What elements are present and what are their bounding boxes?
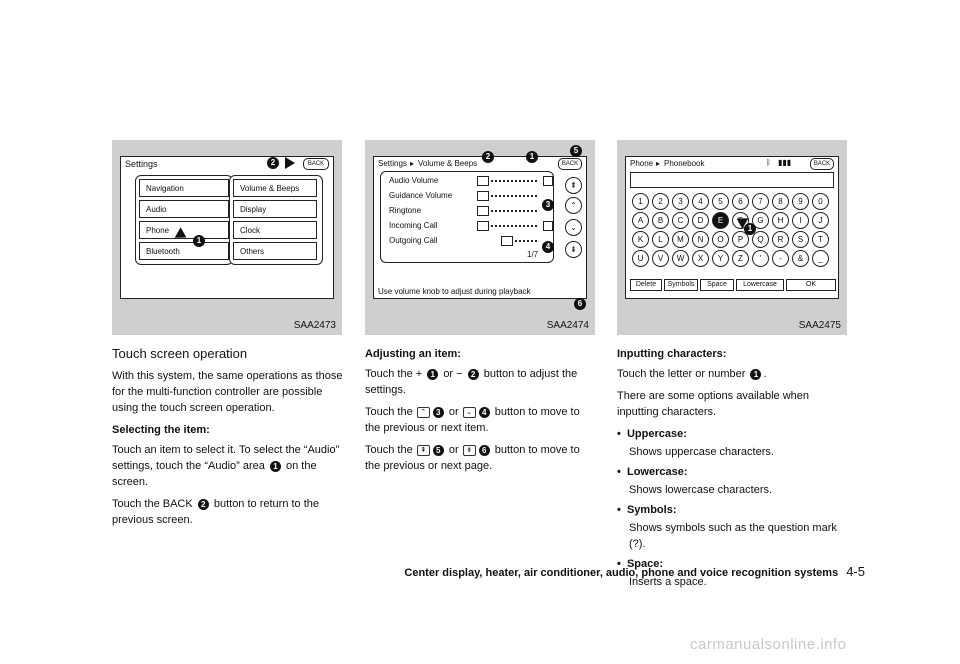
down-arrow-icon: ⌄ [463,407,476,418]
key[interactable]: I [792,212,809,229]
paragraph-select: Touch an item to select it. To select the “Audio” settings, touch the “Audio” area 1 on the screen. [112,444,340,488]
phonebook-screen [625,156,839,299]
signal-icon: ▮▮▮ [778,158,792,167]
option-lowercase-desc: Shows lowercase characters. [629,484,773,496]
key[interactable]: V [652,250,669,267]
breadcrumb-page: Phonebook [664,159,705,168]
menu-item-phone[interactable]: Phone [139,221,229,239]
key[interactable]: W [672,250,689,267]
page-down-icon: ⇟ [463,445,476,456]
key[interactable]: R [772,231,789,248]
bluetooth-icon: ᛒ [766,158,771,167]
callout-2: 2 [468,369,479,380]
row-label: Outgoing Call [389,236,438,245]
key[interactable]: _ [812,250,829,267]
figure-phonebook [617,140,847,335]
key[interactable]: Q [752,231,769,248]
callout-2: 2 [198,499,209,510]
figure-code: SAA2474 [546,320,589,331]
next-item-button[interactable]: ⌄ [565,219,582,236]
callout-5: 5 [570,145,582,157]
key[interactable]: J [812,212,829,229]
phonebook-entry-field[interactable] [630,172,834,188]
key[interactable]: G [752,212,769,229]
option-lowercase: • Lowercase: [617,466,688,478]
subheading-inputting: Inputting characters: [617,348,727,360]
callout-1: 1 [526,151,538,163]
key[interactable]: 3 [672,193,689,210]
option-symbols-desc: Shows symbols such as the question mark (?). [629,522,837,550]
back-button[interactable]: BACK [303,158,329,170]
callout-2: 2 [482,151,494,163]
paragraph-item: Touch the ⌃ 3 or ⌄ 4 button to move to the previous or next item. [365,406,580,434]
subheading-selecting: Selecting the item: [112,424,210,436]
callout-1: 1 [744,223,756,235]
key[interactable]: N [692,231,709,248]
option-uppercase: • Uppercase: [617,428,687,440]
callout-1: 1 [193,235,205,247]
menu-item-navigation[interactable]: Navigation [139,179,229,197]
menu-item-audio[interactable]: Audio [139,200,229,218]
paragraph-back: Touch the BACK 2 button to return to the previous screen. [112,498,320,526]
minus-button[interactable] [477,176,489,186]
paragraph-options: There are some options available when inputting characters. [617,390,810,418]
plus-button[interactable] [543,176,553,186]
level-bar [491,210,539,212]
back-button[interactable]: BACK [558,158,582,170]
figure-code: SAA2473 [293,320,336,331]
menu-item-display[interactable]: Display [233,200,317,218]
volume-list [380,171,554,263]
key[interactable]: 5 [712,193,729,210]
level-bar [491,195,539,197]
paragraph-page: Touch the ⇞ 5 or ⇟ 6 button to move to the previous or next page. [365,444,580,472]
settings-header: Settings [125,159,158,169]
key[interactable]: S [792,231,809,248]
back-button[interactable]: BACK [810,158,834,170]
key[interactable]: 0 [812,193,829,210]
page-up-button[interactable]: ⇞ [565,177,582,194]
menu-item-bluetooth[interactable]: Bluetooth [139,242,229,260]
key[interactable]: 4 [692,193,709,210]
key[interactable]: C [672,212,689,229]
page-up-icon: ⇞ [417,445,430,456]
row-label: Guidance Volume [389,191,453,200]
key[interactable]: - [772,250,789,267]
up-arrow-icon: ⌃ [417,407,430,418]
callout-4: 4 [542,241,554,253]
figure-volume [365,140,595,335]
page-number: 4-5 [846,564,865,579]
callout-6: 6 [574,298,586,310]
figure-settings [112,140,342,335]
row-label: Audio Volume [389,176,439,185]
watermark: carmanualsonline.info [690,636,847,653]
key[interactable]: 2 [652,193,669,210]
option-uppercase-desc: Shows uppercase characters. [629,446,774,458]
breadcrumb-root: Phone [630,159,654,168]
left-menu [135,175,233,265]
row-label: Ringtone [389,206,422,215]
symbols-button[interactable]: Symbols [664,279,698,291]
key[interactable]: T [812,231,829,248]
page-indicator: 1/7 [527,250,539,259]
breadcrumb-root: Settings [378,159,407,168]
column-inputting [617,346,849,594]
page-down-button[interactable]: ⇟ [565,241,582,258]
subheading-adjusting: Adjusting an item: [365,348,461,360]
plus-button[interactable] [543,221,553,231]
callout-1: 1 [270,461,281,472]
key[interactable]: D [692,212,709,229]
footer-text: Center display, heater, air conditioner, audio, phone and voice recognition systems [404,567,839,579]
breadcrumb-separator: ▸ [656,159,661,168]
callout-6: 6 [479,445,490,456]
minus-button[interactable] [477,206,489,216]
right-menu [229,175,323,265]
callout-4: 4 [479,407,490,418]
menu-item-others[interactable]: Others [233,242,317,260]
key[interactable]: F [732,212,749,229]
key-selected[interactable]: E [712,212,729,229]
key[interactable]: & [792,250,809,267]
row-label: Incoming Call [389,221,438,230]
key[interactable]: O [712,231,729,248]
callout-2: 2 [267,157,279,169]
level-bar [491,180,539,182]
lowercase-button[interactable]: Lowercase [736,279,784,291]
column-adjusting [365,346,597,480]
paragraph-touch-letter: Touch the letter or number 1 . [617,368,767,380]
key[interactable]: A [632,212,649,229]
minus-button[interactable] [477,191,489,201]
paragraph-adjust: Touch the + 1 or − 2 button to adjust the settings. [365,368,578,396]
callout-1: 1 [750,369,761,380]
key[interactable]: 9 [792,193,809,210]
callout-1: 1 [427,369,438,380]
menu-item-clock[interactable]: Clock [233,221,317,239]
key[interactable]: H [772,212,789,229]
minus-button[interactable] [501,236,513,246]
intro-paragraph: With this system, the same operations as those for the multi-function controller are possible using the touch screen operation. [112,370,343,414]
key[interactable]: 1 [632,193,649,210]
space-button[interactable]: Space [700,279,734,291]
previous-item-button[interactable]: ⌃ [565,197,582,214]
key[interactable]: 7 [752,193,769,210]
key[interactable]: 6 [732,193,749,210]
key[interactable]: L [652,231,669,248]
key[interactable]: B [652,212,669,229]
figure-code: SAA2475 [798,320,841,331]
key[interactable]: K [632,231,649,248]
callout-5: 5 [433,445,444,456]
volume-screen [373,146,587,308]
minus-button[interactable] [477,221,489,231]
option-space: • Space: [617,558,664,570]
key[interactable]: P [732,231,749,248]
callout-3: 3 [433,407,444,418]
key[interactable]: M [672,231,689,248]
pointer-arrow-icon [285,157,295,169]
column-touch-screen [112,346,344,534]
breadcrumb-separator: ▸ [410,159,415,168]
key[interactable]: Z [732,250,749,267]
menu-item-volume-beeps[interactable]: Volume & Beeps [233,179,317,197]
ok-button[interactable]: OK [786,279,836,291]
callout-3: 3 [542,199,554,211]
settings-screen [120,156,334,299]
level-bar [491,225,539,227]
key[interactable]: U [632,250,649,267]
volume-hint: Use volume knob to adjust during playback [378,287,531,296]
option-space-desc: Inserts a space. [629,576,707,588]
key[interactable]: Y [712,250,729,267]
section-title: Touch screen operation [112,346,248,361]
key[interactable]: ' [752,250,769,267]
breadcrumb-page: Volume & Beeps [418,159,478,168]
page-footer [404,564,865,579]
key[interactable]: 8 [772,193,789,210]
option-symbols: • Symbols: [617,504,677,516]
key[interactable]: X [692,250,709,267]
level-bar [515,240,539,242]
delete-button[interactable]: Delete [630,279,662,291]
